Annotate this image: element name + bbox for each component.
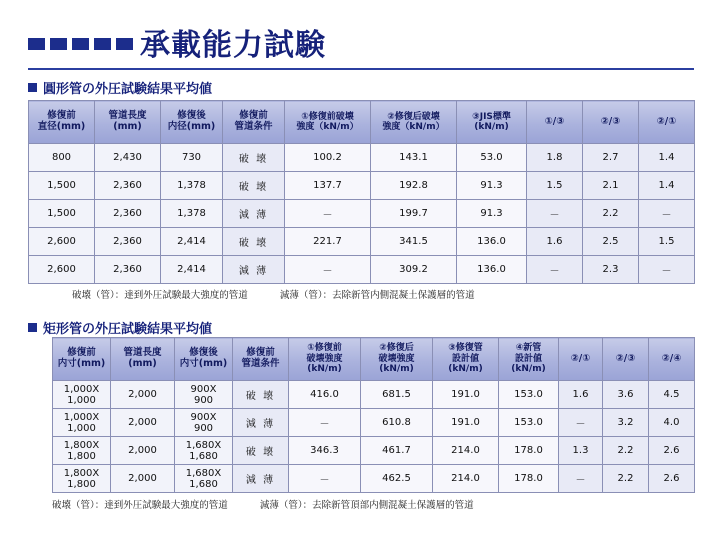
table-cell: 減 薄	[233, 465, 289, 493]
table-cell: 2,600	[29, 256, 95, 284]
table-cell: 1,000X 1,000	[53, 409, 111, 437]
column-header: ②修復后破壊 強度（kN/m）	[371, 101, 457, 144]
table-cell: －	[639, 200, 695, 228]
table-cell: －	[559, 465, 603, 493]
table-cell: 191.0	[433, 381, 499, 409]
table-cell: 破 壊	[223, 144, 285, 172]
table-cell: 2,000	[111, 409, 175, 437]
table-row	[29, 228, 695, 256]
column-header: 修復後 内寸(mm)	[175, 338, 233, 381]
table-header-row	[53, 338, 695, 381]
table-cell: 2.1	[583, 172, 639, 200]
table-cell: 2,000	[111, 437, 175, 465]
table-cell: 153.0	[499, 409, 559, 437]
title-dashes	[28, 38, 133, 50]
table-cell: 2,600	[29, 228, 95, 256]
dash-icon	[116, 38, 133, 50]
table-cell: 1,680X 1,680	[175, 465, 233, 493]
table-cell: 1,800X 1,800	[53, 465, 111, 493]
table-cell: 346.3	[289, 437, 361, 465]
bullet-square-icon	[28, 83, 37, 92]
table-cell: 730	[161, 144, 223, 172]
table-cell: 2,360	[95, 256, 161, 284]
table-cell: －	[289, 409, 361, 437]
section-heading-label: 矩形管の外圧試験結果平均値	[43, 322, 213, 337]
table-cell: 2.7	[583, 144, 639, 172]
table-cell: 462.5	[361, 465, 433, 493]
table-cell: 681.5	[361, 381, 433, 409]
title-underline	[28, 68, 694, 70]
table-cell: 153.0	[499, 381, 559, 409]
column-header: 修復前 管道条件	[223, 101, 285, 144]
table-row	[29, 200, 695, 228]
table-cell: 91.3	[457, 172, 527, 200]
table-cell: 178.0	[499, 437, 559, 465]
note-rect	[52, 497, 474, 511]
section-heading-circular	[28, 78, 212, 97]
table-cell: 136.0	[457, 228, 527, 256]
table-cell: 91.3	[457, 200, 527, 228]
table-cell: 2.5	[583, 228, 639, 256]
table-cell: －	[559, 409, 603, 437]
dash-icon	[50, 38, 67, 50]
table-row	[53, 381, 695, 409]
table-cell: －	[527, 256, 583, 284]
table-cell: 破 壊	[223, 172, 285, 200]
note-left-text: 破壊（管）：達到外圧試験最大強度的管道	[72, 290, 248, 301]
dash-icon	[28, 38, 45, 50]
table-cell: 214.0	[433, 437, 499, 465]
table-cell: 1,500	[29, 200, 95, 228]
table-row	[29, 256, 695, 284]
table-cell: 1,378	[161, 200, 223, 228]
table-cell: 1.6	[559, 381, 603, 409]
table-cell: 2,430	[95, 144, 161, 172]
column-header: 修復前 管道条件	[233, 338, 289, 381]
table-cell: 2,360	[95, 172, 161, 200]
bullet-square-icon	[28, 323, 37, 332]
table-cell: 2,000	[111, 465, 175, 493]
table-cell: 800	[29, 144, 95, 172]
column-header: ②/③	[583, 101, 639, 144]
column-header: ②/①	[559, 338, 603, 381]
note-right-text: 減薄（管）：去除新管頂部内側混凝土保護層的管道	[259, 500, 474, 511]
table-cell: 221.7	[285, 228, 371, 256]
table-cell: 2,414	[161, 228, 223, 256]
table-cell: －	[639, 256, 695, 284]
table-cell: 1.5	[639, 228, 695, 256]
table-cell: 2.2	[583, 200, 639, 228]
table-cell: －	[285, 256, 371, 284]
dash-icon	[94, 38, 111, 50]
table-cell: 3.2	[603, 409, 649, 437]
page-title: 承載能力試験	[140, 28, 326, 63]
table-cell: 136.0	[457, 256, 527, 284]
table-row	[53, 465, 695, 493]
table-cell: 309.2	[371, 256, 457, 284]
column-header: ②/③	[603, 338, 649, 381]
column-header: ②/④	[649, 338, 695, 381]
table-cell: 53.0	[457, 144, 527, 172]
table-cell: 2.3	[583, 256, 639, 284]
table-cell: 破 壊	[233, 381, 289, 409]
table-cell: 1,680X 1,680	[175, 437, 233, 465]
table-cell: 1.6	[527, 228, 583, 256]
table-cell: －	[527, 200, 583, 228]
table-row	[29, 172, 695, 200]
table-cell: 破 壊	[233, 437, 289, 465]
table-cell: 2,360	[95, 200, 161, 228]
table-cell: 2.6	[649, 437, 695, 465]
table-cell: 2,360	[95, 228, 161, 256]
section-heading-label: 圓形管の外圧試験結果平均値	[43, 82, 213, 97]
column-header: 修復後 内径(mm)	[161, 101, 223, 144]
column-header: ②/①	[639, 101, 695, 144]
table-cell: 199.7	[371, 200, 457, 228]
column-header: 管道長度 (mm)	[95, 101, 161, 144]
table-body	[53, 381, 695, 493]
column-header: 修復前 直径(mm)	[29, 101, 95, 144]
note-circular	[72, 287, 475, 301]
table-cell: 減 薄	[223, 200, 285, 228]
table-rectangular-pipe	[52, 337, 695, 493]
table-cell: 192.8	[371, 172, 457, 200]
table-cell: 1,000X 1,000	[53, 381, 111, 409]
table-cell: 2.2	[603, 465, 649, 493]
table-cell: 461.7	[361, 437, 433, 465]
table-cell: 178.0	[499, 465, 559, 493]
table-cell: 191.0	[433, 409, 499, 437]
column-header: 修復前 内寸(mm)	[53, 338, 111, 381]
table-cell: －	[289, 465, 361, 493]
table-cell: 1,800X 1,800	[53, 437, 111, 465]
table-cell: 416.0	[289, 381, 361, 409]
table-cell: 1.4	[639, 144, 695, 172]
column-header: 管道長度 (mm)	[111, 338, 175, 381]
table-row	[53, 409, 695, 437]
table-cell: 2,000	[111, 381, 175, 409]
dash-icon	[72, 38, 89, 50]
table-row	[53, 437, 695, 465]
table-cell: 減 薄	[223, 256, 285, 284]
table-cell: 減 薄	[233, 409, 289, 437]
table-cell: 1,500	[29, 172, 95, 200]
column-header: ②修復后 破壊強度 (kN/m)	[361, 338, 433, 381]
column-header: ④新管 設計値 (kN/m)	[499, 338, 559, 381]
table-body	[29, 144, 695, 284]
table-cell: 214.0	[433, 465, 499, 493]
table-cell: 1.8	[527, 144, 583, 172]
section-heading-rect	[28, 318, 212, 337]
table-cell: 137.7	[285, 172, 371, 200]
note-left-text: 破壊（管）：達到外圧試験最大強度的管道	[52, 500, 228, 511]
table-cell: 破 壊	[223, 228, 285, 256]
table-row	[29, 144, 695, 172]
table-cell: 2.6	[649, 465, 695, 493]
table-header-row	[29, 101, 695, 144]
table-cell: 143.1	[371, 144, 457, 172]
table-cell: 341.5	[371, 228, 457, 256]
note-right-text: 減薄（管）：去除新管内側混凝土保護層的管道	[279, 290, 475, 301]
table-cell: 4.5	[649, 381, 695, 409]
table-cell: 900X 900	[175, 409, 233, 437]
column-header: ①修復前 破壊強度 (kN/m)	[289, 338, 361, 381]
table-cell: 1.5	[527, 172, 583, 200]
table-cell: 3.6	[603, 381, 649, 409]
table-circular-pipe	[28, 100, 695, 284]
title-row	[0, 22, 720, 68]
table-cell: 1.3	[559, 437, 603, 465]
table-cell: －	[285, 200, 371, 228]
table-cell: 900X 900	[175, 381, 233, 409]
table-cell: 1.4	[639, 172, 695, 200]
column-header: ③修復管 設計値 (kN/m)	[433, 338, 499, 381]
table-cell: 2.2	[603, 437, 649, 465]
column-header: ①修復前破壊 強度（kN/m）	[285, 101, 371, 144]
column-header: ③JIS標準 (kN/m)	[457, 101, 527, 144]
table-cell: 100.2	[285, 144, 371, 172]
column-header: ①/③	[527, 101, 583, 144]
table-cell: 2,414	[161, 256, 223, 284]
table-cell: 1,378	[161, 172, 223, 200]
table-cell: 610.8	[361, 409, 433, 437]
table-cell: 4.0	[649, 409, 695, 437]
